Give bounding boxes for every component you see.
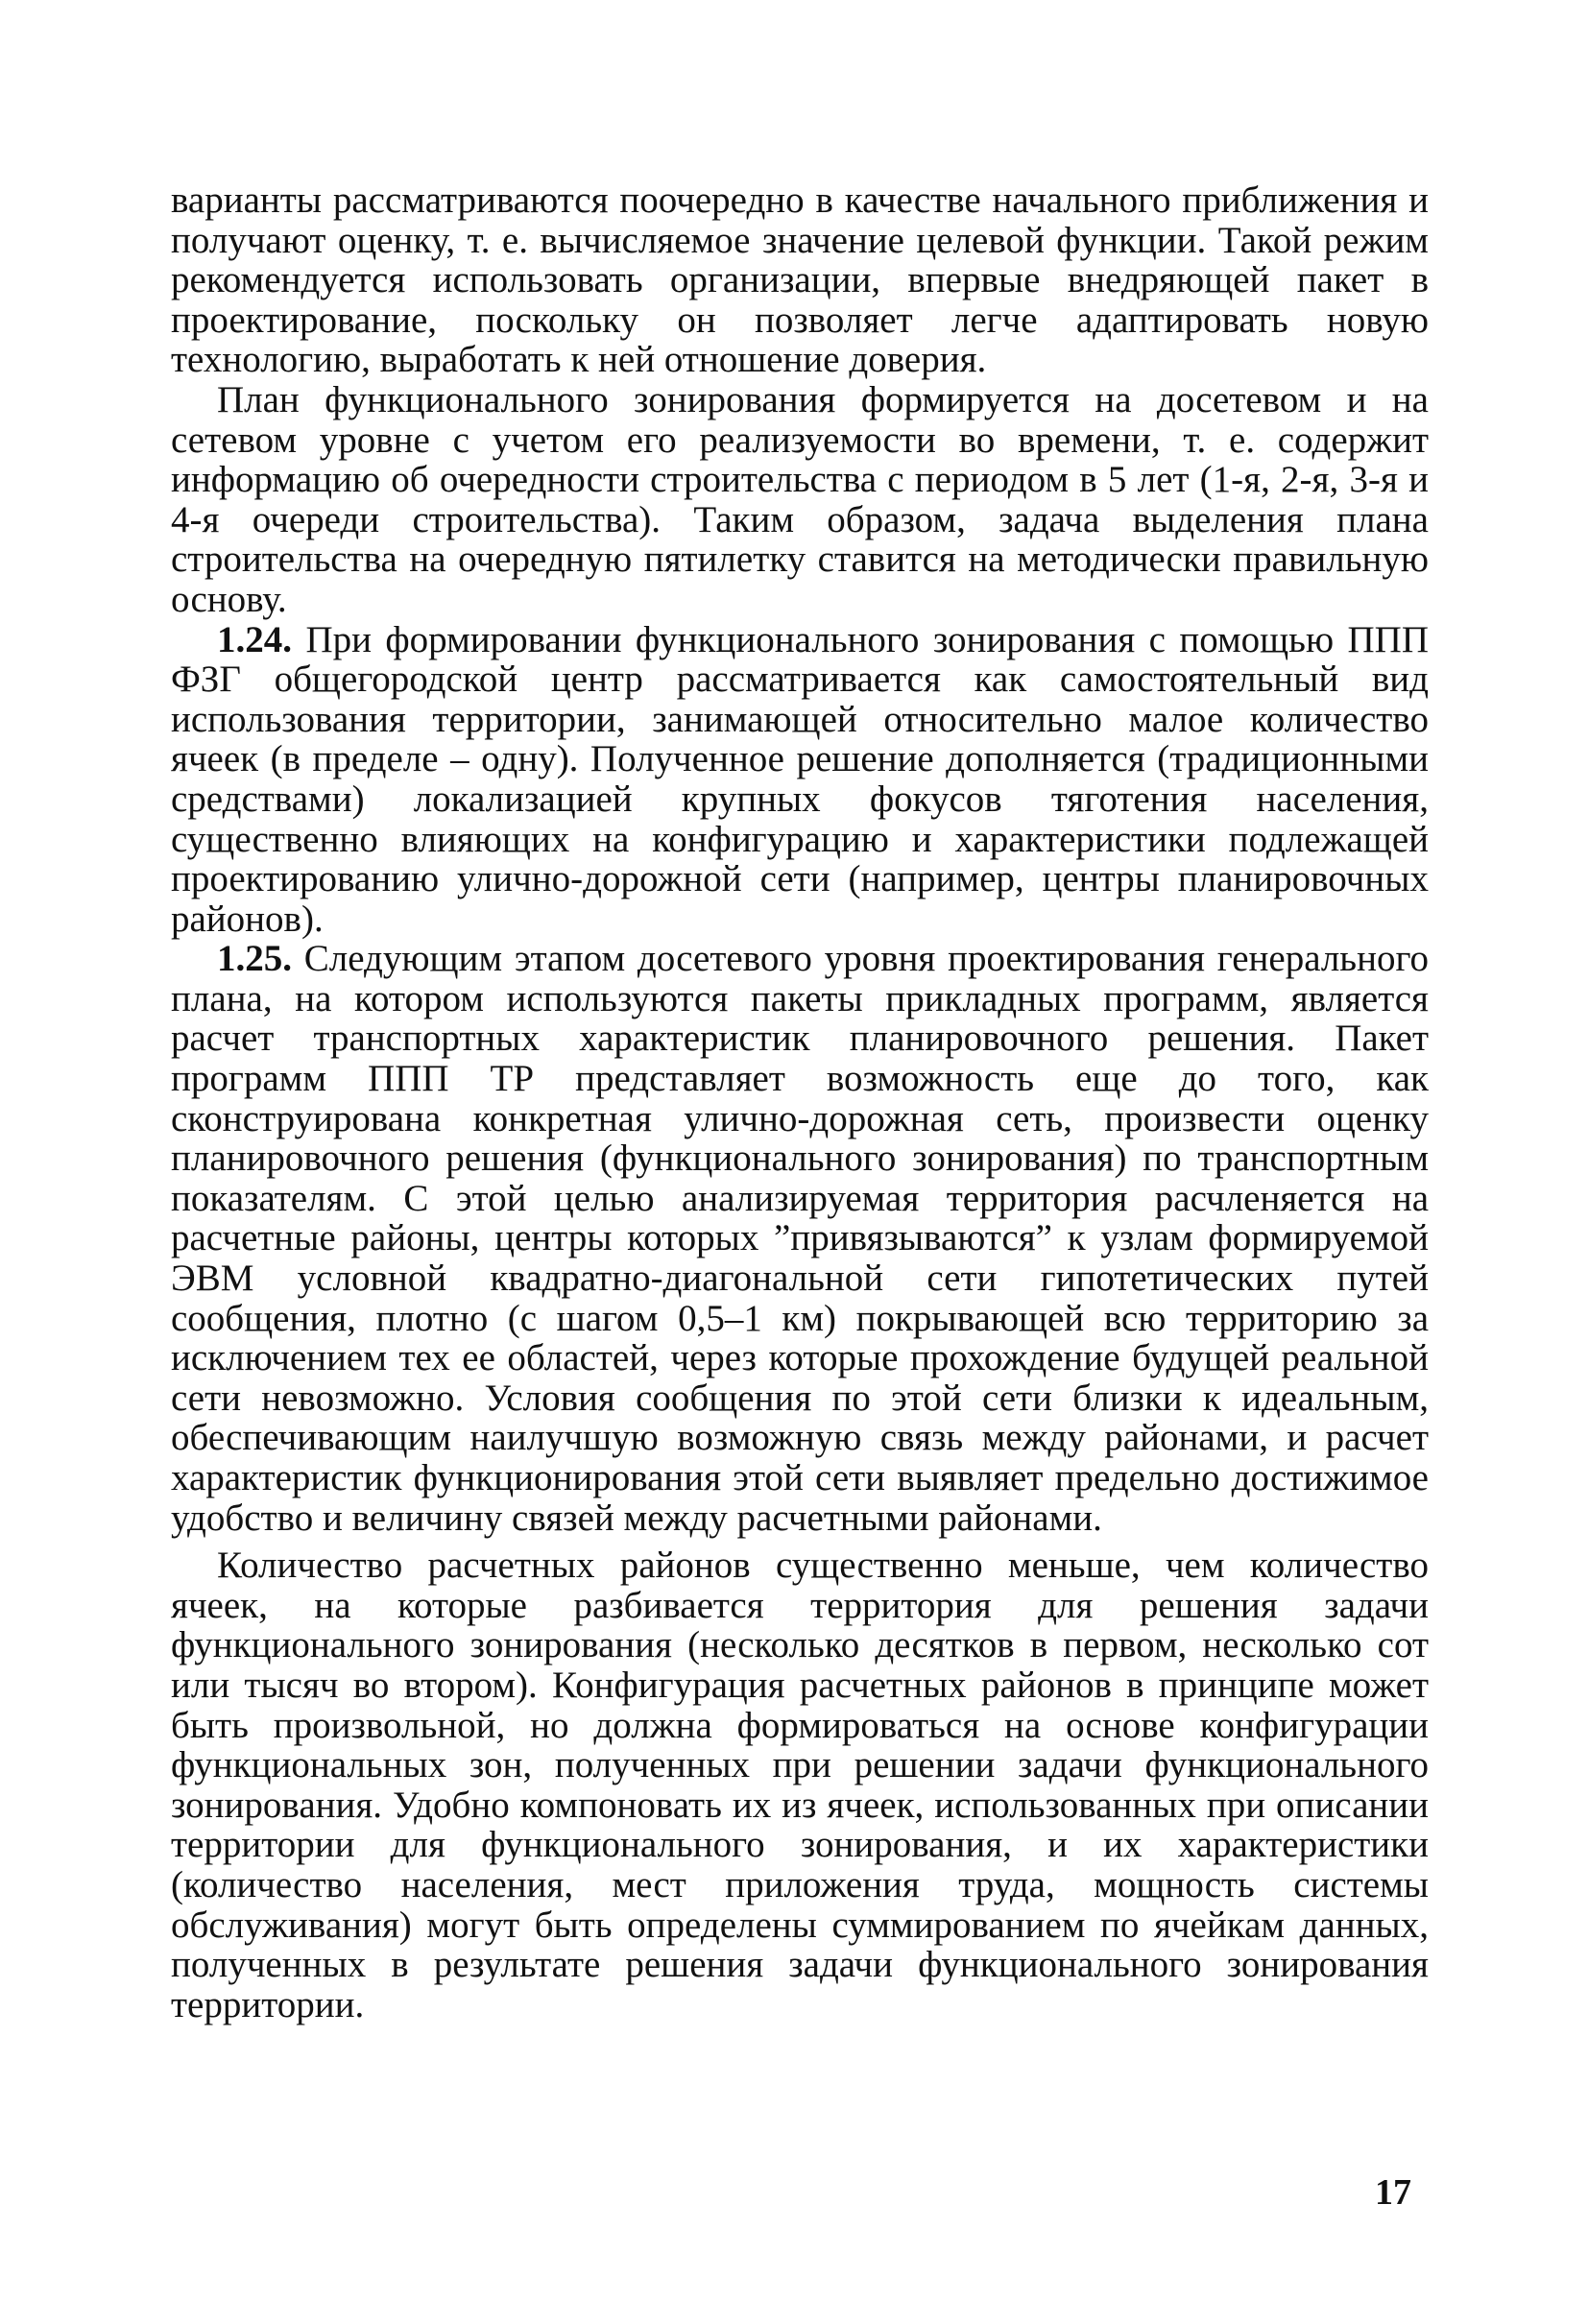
page-number: 17 [1375,2172,1411,2213]
paragraph-zoning-plan: План функционального зонирования формируется на досетевом и на сетевом уровне с учетом его реализуемости во времени, т. е. содержит информацию об очередности строительства с периодом в 5 лет (1-я, 2-я, 3-я и 4-я очереди строительства). Таким образом, задача выделения плана строительства на очередную пятилетку ставится на методически правильную основу. [171,378,1429,620]
paragraph-calculation-districts: Количество расчетных районов существенно меньше, чем количество ячеек, на которые разбивается территория для решения задачи функционального зонирования (несколько десятков в первом, несколько сот или тысяч во втором). Конфигурация расчетных районов в принципе может быть произвольной, но должна формироваться на основе конфигурации функциональных зон, полученных при решении задачи функционального зонирования. Удобно компоновать их из ячеек, использованных при описании территории для функционального зонирования, и их характеристики (количество населения, мест приложения труда, мощность системы обслуживания) могут быть определены суммированием по ячейкам данных, полученных в результате решения задачи функционального зонирования территории. [171,1545,1429,2025]
section-1-24 [171,620,1429,940]
section-1-25 [171,939,1429,1538]
section-number: 1.25. [217,938,292,980]
page-body [171,180,1429,2025]
section-text: Следующим этапом досетевого уровня проектирования генерального плана, на котором используются пакеты прикладных программ, является расчет транспортных характеристик планировочного решения. Пакет программ ППП ТР представляет возможность еще до того, как сконструирована конкретная улично-дорожная сеть, произвести оценку планировочного решения (функционального зонирования) по транспортным показателям. С этой целью анализируемая территория расчленяется на расчетные районы, центры которых ”привязываются” к узлам формируемой ЭВМ условной квадратно-диагональной сети гипотетических путей сообщения, плотно (с шагом 0,5–1 км) покрывающей всю территорию за исключением тех ее областей, через которые прохождение будущей реальной сети невозможно. Условия сообщения по этой сети близки к идеальным, обеспечивающим наилучшую возможную связь между районами, и расчет характеристик функционирования этой сети выявляет предельно достижимое удобство и величину связей между расчетными районами. [171,938,1429,1539]
section-number: 1.24. [217,618,292,660]
paragraph-continuation: варианты рассматриваются поочередно в качестве начального приближения и получают оценку, т. е. вычисляемое значение целевой функции. Такой режим рекомендуется использовать организации, впервые внедряющей пакет в проектирование, поскольку он позволяет легче адаптировать новую технологию, выработать к ней отношение доверия. [171,180,1429,381]
section-text: При формировании функционального зонирования с помощью ППП ФЗГ общегородской центр рассматривается как самостоятельный вид использования территории, занимающей относительно малое количество ячеек (в пределе – одну). Полученное решение дополняется (традиционными средствами) локализацией крупных фокусов тяготения населения, существенно влияющих на конфигурацию и характеристики подлежащей проектированию улично-дорожной сети (например, центры планировочных районов). [171,618,1430,940]
